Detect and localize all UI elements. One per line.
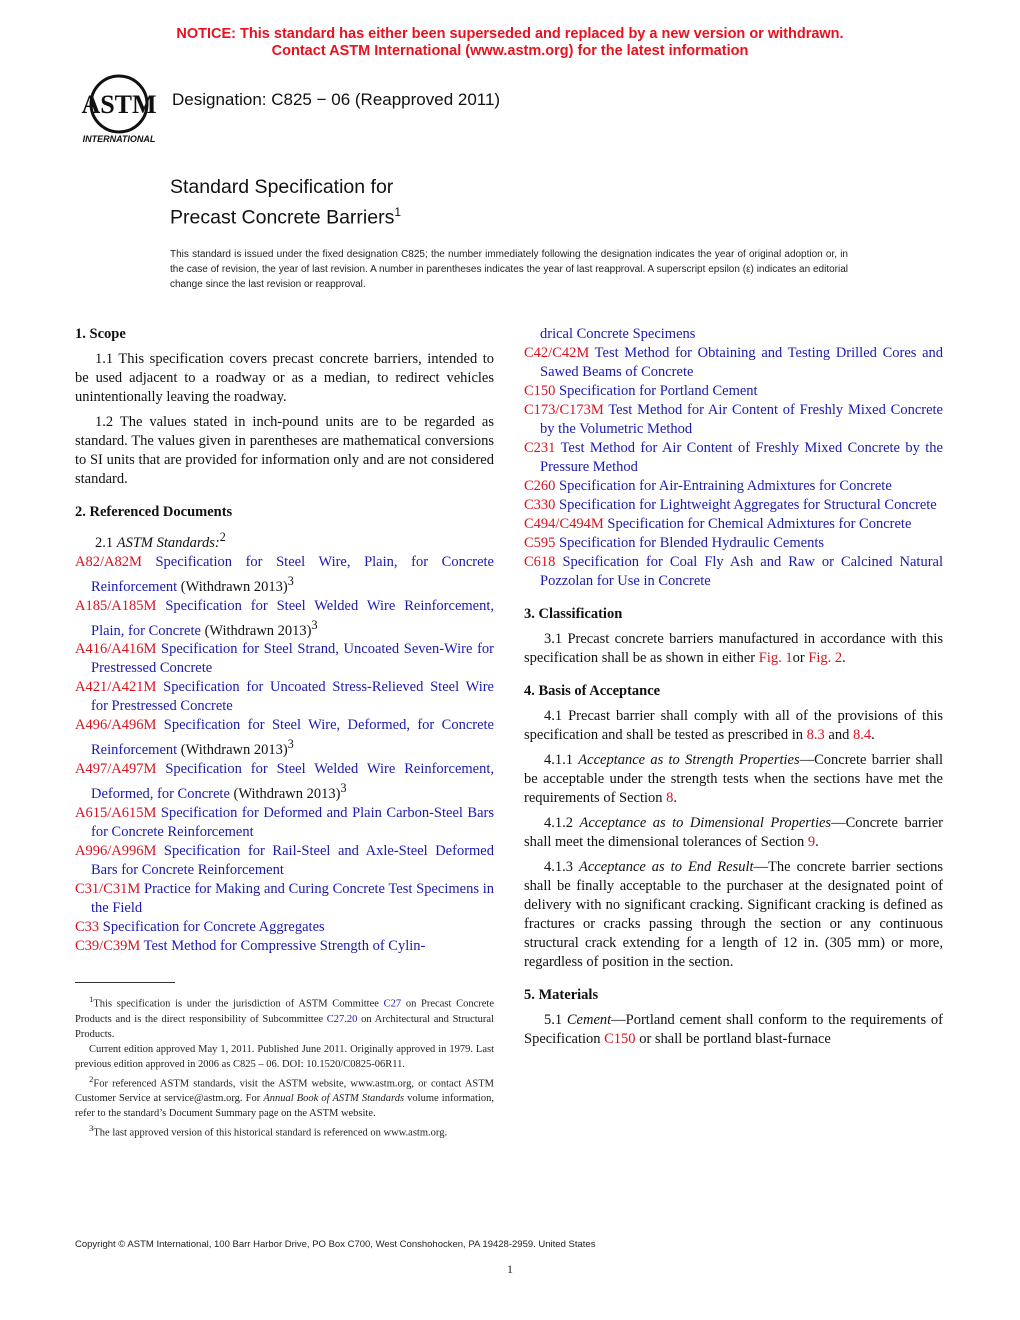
reference-code-link[interactable]: C618 (524, 554, 556, 570)
footnote-link-c27[interactable]: C27 (383, 998, 402, 1010)
reference-title-link[interactable]: Specification for Coal Fly Ash and Raw or Calcined Natural Pozzolan for Use in Concrete (540, 554, 943, 589)
reference-title-link[interactable]: Specification for Deformed and Plain Carbon-Steel Bars for Concrete Reinforcement (91, 805, 494, 841)
scope-paragraph-1: 1.1 This specification covers precast concrete barriers, intended to be used adjacent to a roadway or as a median, to redirect vehicles unintentionally leaving the roadway. (75, 351, 494, 405)
c150-link[interactable]: C150 (604, 1031, 636, 1047)
astm-standards-label: 2.1 ASTM Standards:$^2$ (95, 530, 226, 551)
reference-note: (Withdrawn 2013) (177, 742, 288, 759)
fig-2-link[interactable]: Fig. 2 (808, 650, 843, 666)
reference-item (75, 842, 494, 880)
footnote-rule (75, 982, 175, 983)
scope-paragraph-2: 1.2 The values stated in inch-pound units are to be regarded as standard. The values given in parentheses are mathematical conversions to SI units that are provided for information only and are not considered standard. (75, 414, 494, 487)
reference-footnote-ref[interactable]: 3 (287, 737, 294, 752)
astm-logo-text: INTERNATIONAL (82, 134, 156, 144)
reference-item (524, 382, 943, 401)
classification-paragraph: 3.1 Precast concrete barriers manufactured in accordance with this specification shall be as shown in either Fig. 1or Fig. 2. (524, 631, 943, 666)
reference-item (75, 937, 494, 956)
reference-code-link[interactable]: A421/A421M (75, 679, 157, 696)
notice-line-2: Contact ASTM International (www.astm.org) for the latest information (271, 43, 749, 59)
page-number: 1 (507, 1262, 513, 1276)
reference-item (75, 880, 494, 918)
acceptance-heading: 4. Basis of Acceptance (524, 683, 661, 699)
reference-footnote-ref[interactable]: 3 (311, 617, 318, 632)
reference-title-link[interactable]: Specification for Steel Welded Wire Reinforcement, Deformed, for Concrete (91, 761, 494, 803)
reference-title-link[interactable]: Specification for Chemical Admixtures for Concrete (603, 516, 912, 532)
reference-item (524, 534, 943, 553)
scope-heading: 1. Scope (75, 326, 126, 342)
title-line-2: Precast Concrete Barriers$^1$ (170, 205, 402, 229)
reference-title-link[interactable]: Test Method for Obtaining and Testing Drilled Cores and Sawed Beams of Concrete (540, 345, 943, 380)
designation: Designation: C825 − 06 (Reapproved 2011) (172, 90, 501, 109)
reference-code-link[interactable]: A496/A496M (75, 717, 157, 734)
refdocs-heading: 2. Referenced Documents (75, 504, 233, 520)
section-9-link[interactable]: 9 (807, 834, 816, 850)
reference-item (75, 640, 494, 678)
section-8-link[interactable]: 8 (666, 790, 674, 806)
reference-code-link[interactable]: C494/C494M (524, 516, 604, 532)
reference-title-link[interactable]: Specification for Steel Welded Wire Reinforcement, Plain, for Concrete (91, 597, 494, 639)
reference-item (75, 597, 494, 641)
reference-title-link[interactable]: Specification for Blended Hydraulic Cements (555, 535, 824, 551)
reference-code-link[interactable]: C39/C39M (75, 938, 141, 955)
reference-title-link[interactable]: Specification for Uncoated Stress-Relieved Steel Wire for Prestressed Concrete (91, 679, 494, 715)
reference-code-link[interactable]: C231 (524, 440, 556, 456)
reference-code-link[interactable]: A185/A185M (75, 597, 157, 614)
reference-title-link[interactable]: Test Method for Air Content of Freshly Mixed Concrete by the Pressure Method (540, 440, 943, 475)
astm-logo (74, 72, 164, 148)
reference-item (75, 716, 494, 760)
reference-code-link[interactable]: C260 (524, 478, 556, 494)
reference-title-link[interactable]: Test Method for Air Content of Freshly Mixed Concrete by the Volumetric Method (540, 402, 943, 437)
footnotes (75, 992, 494, 1141)
reference-code-link[interactable]: C42/C42M (524, 345, 590, 361)
reference-item (75, 678, 494, 716)
reference-title-link[interactable]: Specification for Air-Entraining Admixtures for Concrete (555, 478, 892, 494)
reference-item (75, 918, 494, 937)
reference-item (75, 553, 494, 597)
right-column (524, 325, 943, 1055)
materials-paragraph-1: 5.1 Cement—Portland cement shall conform to the requirements of Specification C150 or shall be portland blast-furnace (524, 1012, 944, 1047)
reference-title-link[interactable]: Specification for Steel Wire, Plain, for Concrete Reinforcement (91, 553, 494, 595)
reference-code-link[interactable]: C150 (524, 383, 556, 399)
reference-note: (Withdrawn 2013) (177, 578, 288, 595)
section-8-4-link[interactable]: 8.4 (852, 727, 872, 743)
reference-item (75, 804, 494, 842)
reference-title-link[interactable]: Practice for Making and Curing Concrete Test Specimens in the Field (91, 881, 494, 917)
intro-paragraph: This standard is issued under the fixed designation C825; the number immediately following the designation indicates the year of original adoption or, in the case of revision, the year of last revision. A number in parentheses indicates the year of last reapproval. A superscript epsilon (ε) indicates an editorial change since the last revision or reapproval. (170, 249, 848, 290)
reference-title-link[interactable]: Specification for Lightweight Aggregates for Structural Concrete (555, 497, 937, 513)
footnote-1: $^1$This specification is under the jurisdiction of ASTM Committee C27 on Precast Concrete Products and is the direct responsibility of Subcommittee C27.20 on Architectural and Structural Products. (75, 994, 495, 1040)
reference-title-link[interactable]: Specification for Steel Wire, Deformed, for Concrete Reinforcement (91, 717, 494, 759)
materials-heading: 5. Materials (524, 987, 599, 1003)
reference-code-link[interactable]: A996/A996M (75, 843, 157, 860)
reference-code-link[interactable]: A416/A416M (75, 641, 157, 658)
left-column (75, 325, 494, 956)
acceptance-paragraph-2: 4.1.1 Acceptance as to Strength Properties—Concrete barrier shall be acceptable under the strength tests when the sections have met the requirements of Section 8. (524, 752, 944, 806)
reference-code-link[interactable]: A82/A82M (75, 553, 142, 570)
notice-line-1: NOTICE: This standard has either been superseded and replaced by a new version or withdrawn. (176, 26, 844, 42)
reference-code-link[interactable]: C330 (524, 497, 556, 513)
reference-code-link[interactable]: A497/A497M (75, 761, 157, 778)
document-title (170, 175, 401, 231)
reference-title-link[interactable]: Specification for Concrete Aggregates (99, 919, 325, 936)
reference-item (75, 760, 494, 804)
footnote-2: $^2$For referenced ASTM standards, visit the ASTM website, www.astm.org, or contact ASTM Customer Service at service@astm.org. For Annual Book of ASTM Standards volume information, refer to the standard’s Document Summary page on the ASTM website. (75, 1073, 494, 1119)
title-line-1: Standard Specification for (170, 176, 394, 198)
reference-list-left (75, 553, 494, 956)
reference-item (524, 344, 943, 382)
acceptance-paragraph-4: 4.1.3 Acceptance as to End Result—The concrete barrier sections shall be finally acceptable to the purchaser at the designated point of delivery with no significant cracking. Significant cracking is defined as fractures or cracks passing through the section or any continuous structural crack extending for a length of 12 in. (305 mm) or more, regardless of position in the section. (524, 859, 944, 970)
reference-item (524, 515, 943, 534)
reference-list-right (524, 344, 943, 591)
reference-footnote-ref[interactable]: 3 (340, 781, 347, 796)
reference-title-link[interactable]: Specification for Steel Strand, Uncoated Seven-Wire for Prestressed Concrete (91, 641, 494, 677)
reference-code-link[interactable]: C31/C31M (75, 881, 141, 898)
astm-logo-icon (74, 72, 164, 148)
reference-footnote-ref[interactable]: 3 (287, 573, 294, 588)
reference-item (524, 401, 943, 439)
reference-note: (Withdrawn 2013) (229, 786, 341, 803)
acceptance-paragraph-3: 4.1.2 Acceptance as to Dimensional Properties—Concrete barrier shall meet the dimensional tolerances of Section 9. (524, 815, 943, 850)
reference-code-link[interactable]: A615/A615M (75, 805, 157, 822)
acceptance-paragraph-1: 4.1 Precast barrier shall comply with all of the provisions of this specification and shall be tested as prescribed in 8.3 and 8.4. (524, 708, 943, 743)
reference-item (524, 553, 943, 591)
footnote-1-edition: Current edition approved May 1, 2011. Published June 2011. Originally approved in 1979. Last previous edition approved in 2006 as C825 – 06. DOI: 10.1520/C0825-06R11. (75, 1043, 494, 1070)
astm-logo-letters: ASTM (81, 90, 157, 119)
notice-banner (0, 26, 1020, 60)
reference-code-link[interactable]: C33 (75, 919, 100, 936)
reference-continuation: drical Concrete Specimens (540, 326, 696, 342)
copyright: Copyright © ASTM International, 100 Barr Harbor Drive, PO Box C700, West Conshohocken, PA 19428-2959. United States (75, 1239, 596, 1250)
section-8-3-link[interactable]: 8.3 (806, 727, 825, 743)
reference-item (524, 439, 943, 477)
classification-heading: 3. Classification (524, 606, 623, 622)
reference-note: (Withdrawn 2013) (200, 622, 312, 639)
reference-code-link[interactable]: C173/C173M (524, 402, 604, 418)
reference-title-link[interactable]: Test Method for Compressive Strength of Cylin- (140, 938, 426, 955)
reference-title-link[interactable]: Specification for Portland Cement (555, 383, 758, 399)
fig-1-link[interactable]: Fig. 1 (758, 650, 793, 666)
footnote-3: $^3$The last approved version of this historical standard is referenced on www.astm.org. (89, 1123, 448, 1139)
title-footnote-ref[interactable]: 1 (394, 205, 402, 219)
reference-item (524, 496, 943, 515)
reference-title-link[interactable]: Specification for Rail-Steel and Axle-Steel Deformed Bars for Concrete Reinforcement (91, 843, 494, 879)
reference-code-link[interactable]: C595 (524, 535, 556, 551)
footnote-link-c27-20[interactable]: C27.20 (326, 1013, 358, 1025)
reference-item (524, 477, 943, 496)
